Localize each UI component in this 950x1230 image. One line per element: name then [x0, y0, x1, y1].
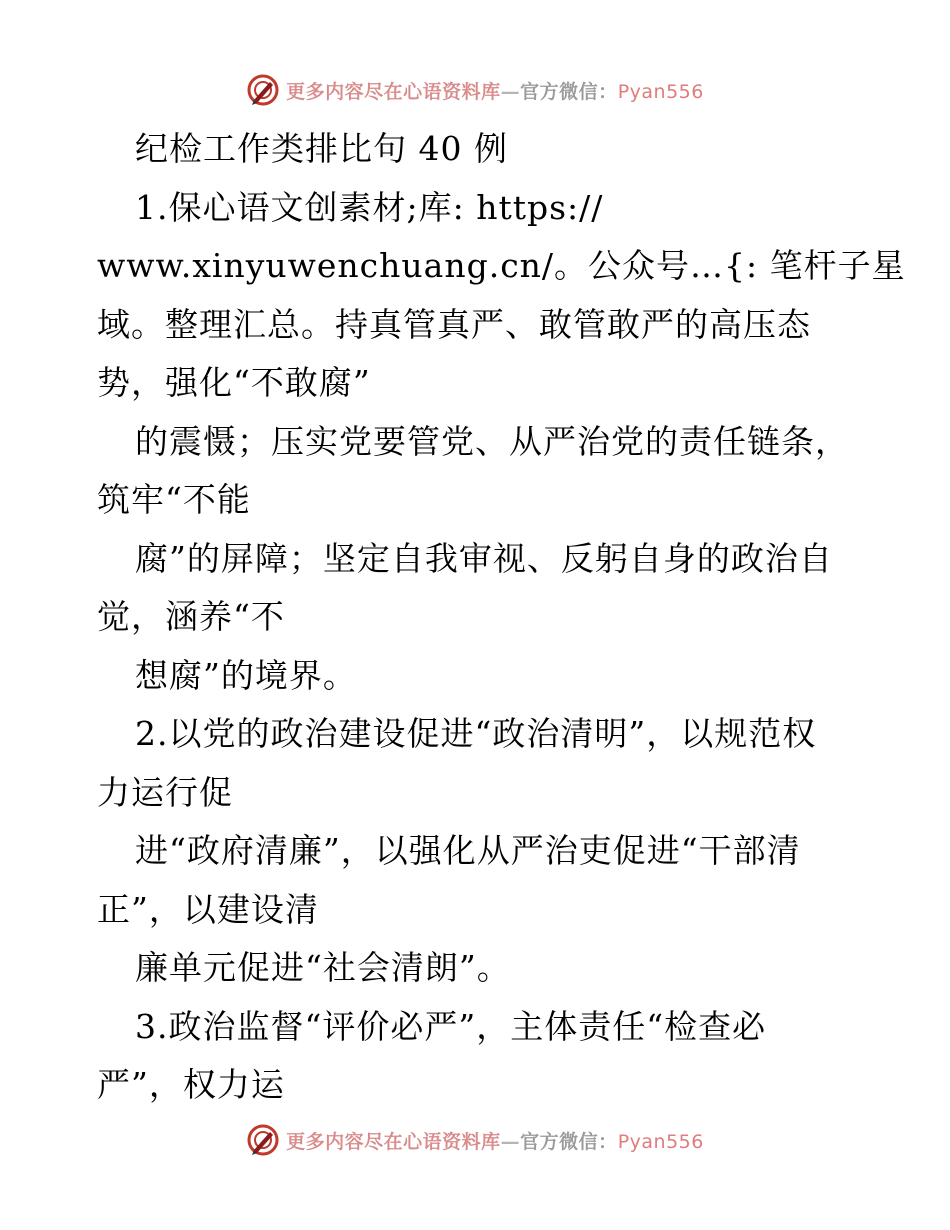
banner-dash: —: [500, 1130, 521, 1153]
text-line: 筑牢“不能: [97, 480, 251, 519]
document-body: [97, 120, 906, 1115]
pen-logo-icon: [246, 73, 280, 107]
text-line: 腐”的屏障；坚定自我审视、反躬自身的政治自: [135, 538, 833, 578]
text-line: 2.以党的政治建设促进“政治清明”，以规范权: [135, 714, 817, 753]
banner-brand: 更多内容尽在心语资料库: [286, 1130, 501, 1153]
pen-logo-icon: [246, 1123, 280, 1157]
text-line: 3.政治监督“评价必严”，主体责任“检查必: [135, 1006, 767, 1046]
text-line: 1.保心语文创素材;库: https://: [135, 187, 604, 227]
banner-wechat-id: Pyan556: [617, 80, 704, 103]
banner-dash: —: [500, 80, 521, 103]
text-line: 进“政府清廉”，以强化从严治吏促进“干部清: [135, 831, 801, 870]
banner-wechat-label: 官方微信：: [520, 1130, 618, 1153]
header-banner: [0, 70, 950, 110]
banner-text: [286, 77, 704, 104]
banner-wechat-id: Pyan556: [617, 1130, 704, 1153]
text-line: 势，强化“不敢腐”: [97, 363, 371, 402]
text-line: www.xinyuwenchuang.cn/。公众号…{: 笔杆子星: [97, 246, 906, 285]
text-line: 严”，权力运: [97, 1065, 285, 1104]
text-line: 正”，以建设清: [97, 889, 319, 929]
text-line: 想腐”的境界。: [135, 655, 357, 695]
text-line: 觉，涵养“不: [97, 597, 285, 636]
banner-brand: 更多内容尽在心语资料库: [286, 80, 501, 103]
text-line: 廉单元促进“社会清朗”。: [135, 948, 511, 987]
text-line: 的震慑；压实党要管党、从严治党的责任链条，: [135, 421, 849, 461]
text-line: 力运行促: [97, 772, 233, 812]
banner-text: [286, 1127, 704, 1154]
document-title: 纪检工作类排比句 40 例: [135, 129, 508, 168]
text-line: 域。整理汇总。持真管真严、敢管敢严的高压态: [97, 304, 811, 344]
footer-banner: [0, 1120, 950, 1160]
banner-wechat-label: 官方微信：: [520, 80, 618, 103]
